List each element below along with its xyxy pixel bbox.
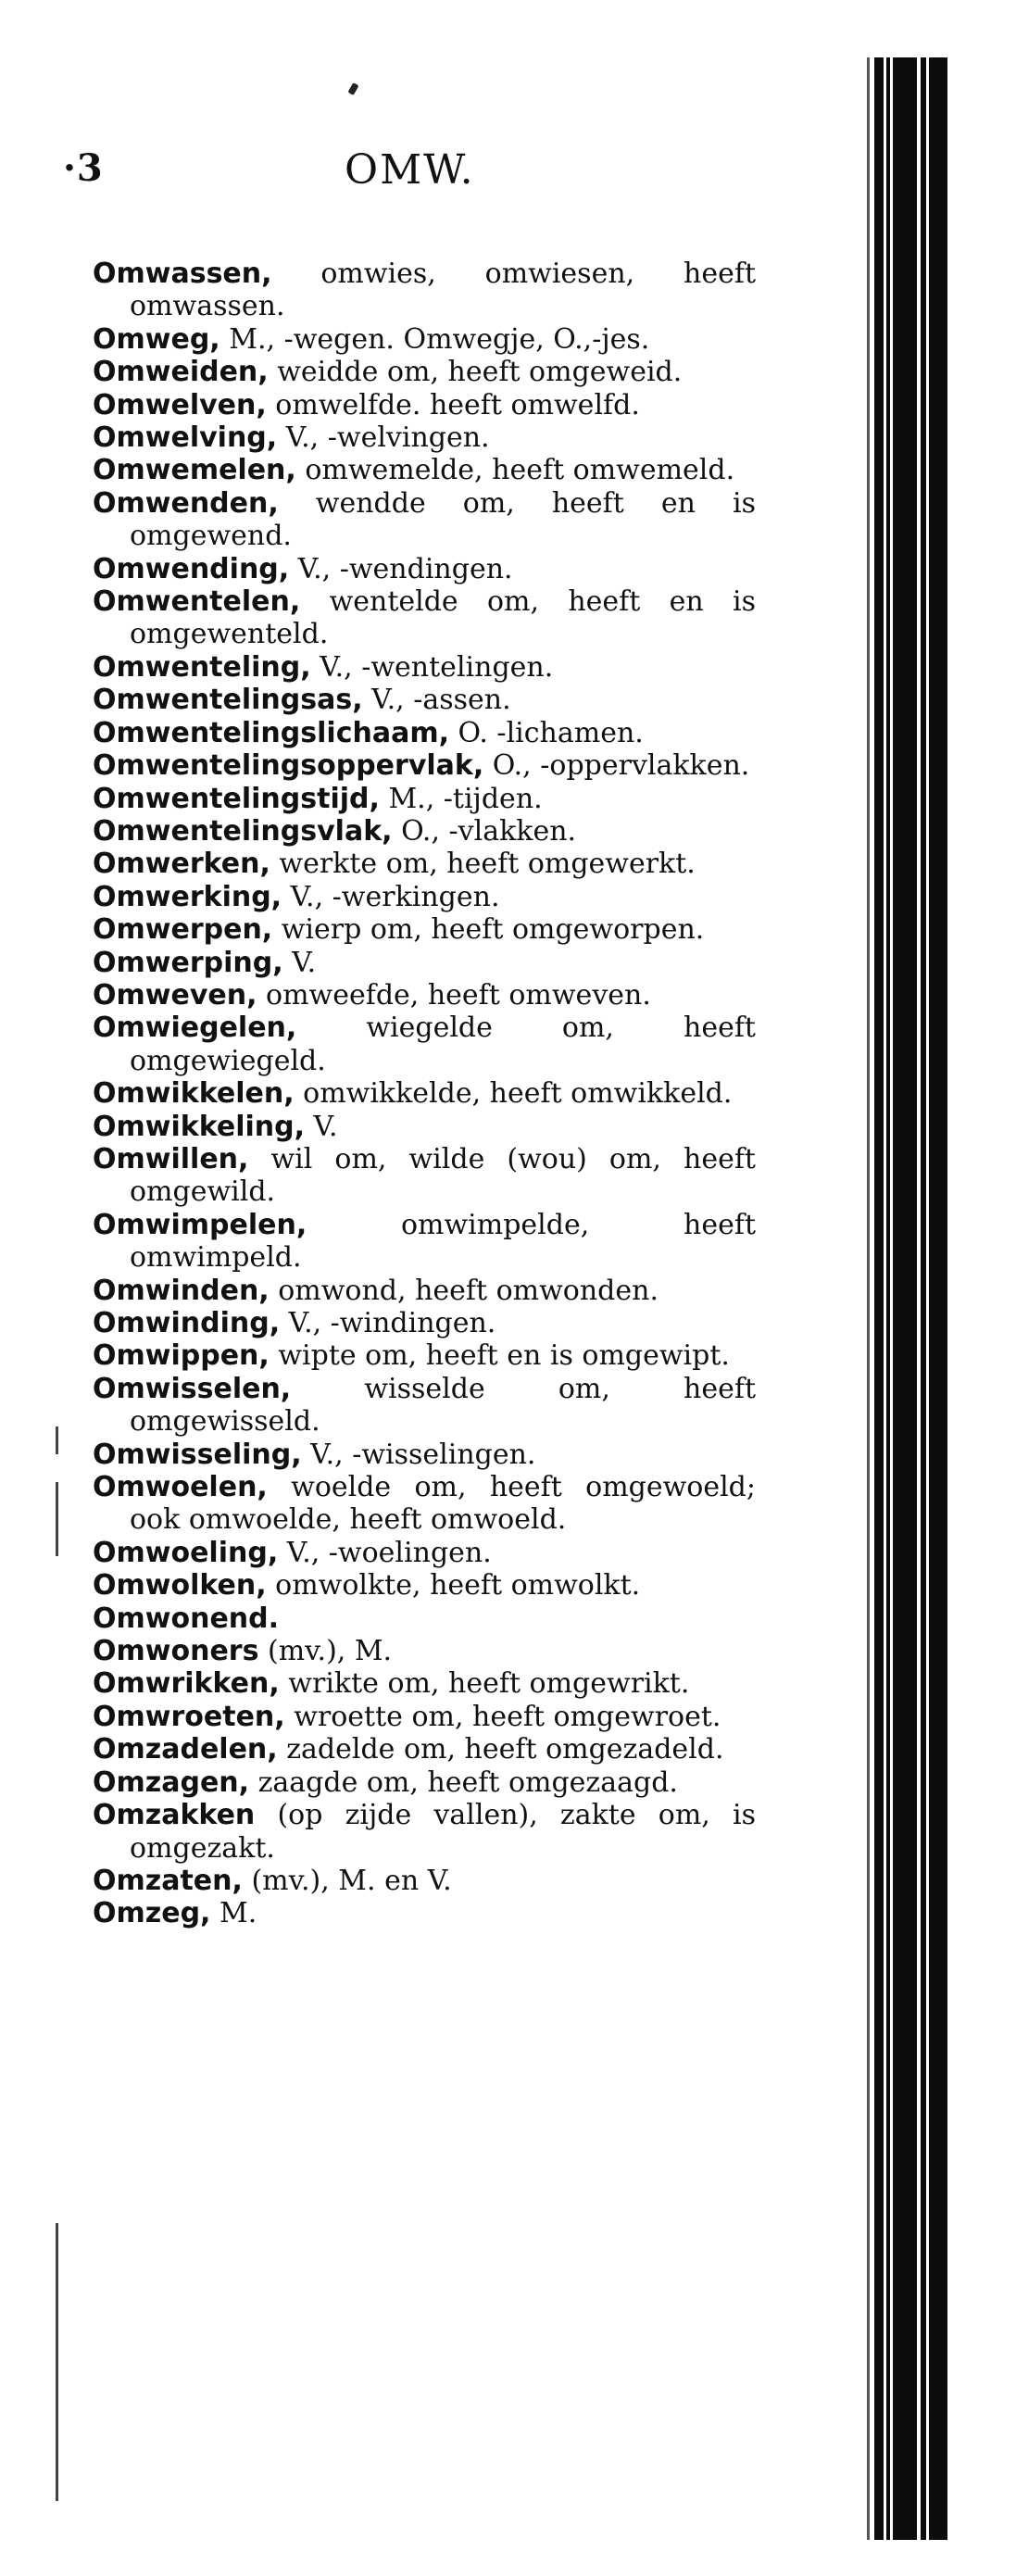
dictionary-entry [93, 1602, 756, 1635]
definition: werkte om, heeft omgewerkt. [270, 848, 696, 881]
headword: Omwerping, [93, 946, 283, 979]
dictionary-entry [93, 1667, 756, 1700]
definition: zaagde om, heeft omgezaagd. [249, 1766, 678, 1799]
dictionary-entry [93, 1799, 756, 1865]
definition: wil om, wilde (wou) om, heeft omgewild. [130, 1142, 756, 1209]
dictionary-entry [93, 913, 756, 946]
definition: wrikte om, heeft omgewrikt. [279, 1667, 690, 1701]
headword: Omwerking, [93, 880, 282, 913]
dictionary-entry [93, 1471, 756, 1537]
dictionary-entry [93, 1077, 756, 1110]
definition: wiegelde om, heeft omgewiegeld. [130, 1012, 756, 1077]
dictionary-entry [93, 848, 756, 880]
headword: Omwentelingsvlak, [93, 814, 393, 848]
dictionary-entry [93, 258, 756, 323]
definition: O., -vlakken. [392, 814, 577, 848]
headword: Omwroeten, [93, 1700, 285, 1733]
headword: Omwenden, [93, 486, 279, 520]
headword: Omwentelingstijd, [93, 782, 380, 815]
dictionary-entry [93, 979, 756, 1012]
headword: Omweg, [93, 322, 220, 356]
dictionary-entry [93, 323, 756, 356]
definition: (mv.), M. [258, 1635, 393, 1668]
headword: Omwillen, [93, 1142, 249, 1175]
headword: Omzaten, [93, 1864, 243, 1897]
dictionary-entry [93, 881, 756, 913]
dictionary-entry [93, 1275, 756, 1307]
headword: Omwending, [93, 552, 290, 585]
headword: Omzeg, [93, 1897, 211, 1930]
definition: wroette om, heeft omgewroet. [284, 1700, 721, 1733]
definition: weidde om, heeft omgeweid. [268, 356, 683, 389]
definition: (op zijde vallen), zakte om, is omgezakt. [130, 1799, 756, 1865]
dictionary-entry [93, 1209, 756, 1275]
headword: Omwentelen, [93, 585, 301, 619]
margin-mark [56, 1482, 58, 1556]
dictionary-entry [93, 1339, 756, 1372]
headword: Omwikkeling, [93, 1110, 305, 1143]
margin-mark [56, 1426, 58, 1454]
definition: V., -assen. [362, 684, 511, 717]
definition: V., -woelingen. [278, 1536, 492, 1569]
headword: Omwolken, [93, 1569, 267, 1602]
headword: Omzakken [93, 1799, 256, 1832]
dictionary-entry [93, 585, 756, 651]
headword: Omwoelen, [93, 1471, 268, 1504]
dictionary-entry [93, 1897, 756, 1929]
dictionary-entry [93, 947, 756, 979]
definition: omwies, omwiesen, heeft omwassen. [130, 258, 756, 323]
headword: Omwrikken, [93, 1667, 280, 1701]
definition: M. [210, 1897, 257, 1930]
definition: omweefde, heeft omweven. [257, 978, 651, 1012]
dictionary-entry [93, 1766, 756, 1799]
dictionary-entry [93, 749, 756, 782]
ink-speck [347, 82, 358, 95]
definition: V. [282, 946, 317, 979]
definition: (mv.), M. en V. [242, 1864, 452, 1897]
headword: Omwentelingsas, [93, 684, 363, 717]
definition: woelde om, heeft omgewoeld; ook omwoelde, heeft omwoeld. [130, 1471, 756, 1537]
definition: wentelde om, heeft en is omgewenteld. [130, 585, 756, 651]
dictionary-entry [93, 717, 756, 749]
dictionary-entry [93, 815, 756, 848]
headword: Omwemelen, [93, 454, 296, 487]
headword: Omwinding, [93, 1307, 281, 1339]
definition: wisselde om, heeft omgewisseld. [130, 1372, 756, 1439]
dictionary-entry [93, 1701, 756, 1733]
margin-mark [56, 2223, 58, 2501]
headword: Omwippen, [93, 1339, 270, 1373]
dictionary-entry [93, 1635, 756, 1667]
definition: zadelde om, heeft omgezadeld. [277, 1733, 724, 1766]
dictionary-entry [93, 1537, 756, 1569]
dictionary-entry [93, 1733, 756, 1766]
dictionary-entry [93, 1307, 756, 1339]
definition: V., -welvingen. [277, 421, 490, 455]
dictionary-entry [93, 1569, 756, 1602]
headword: Omwisseling, [93, 1438, 302, 1471]
dictionary-entries [93, 258, 756, 1930]
dictionary-entry [93, 1012, 756, 1077]
definition: omwemelde, heeft omwemeld. [295, 454, 735, 487]
definition: wendde om, heeft en is omgewend. [130, 486, 756, 553]
definition: omwelfde. heeft omwelfd. [266, 388, 640, 421]
headword: Omwoeling, [93, 1536, 279, 1569]
dictionary-entry [93, 684, 756, 716]
headword: Omwisselen, [93, 1372, 292, 1405]
dictionary-entry [93, 356, 756, 388]
headword: Omwoners [93, 1635, 259, 1668]
dictionary-entry [93, 553, 756, 585]
headword: Omwimpelen, [93, 1208, 307, 1241]
headword: Omwelven, [93, 388, 267, 421]
headword: Omzagen, [93, 1766, 250, 1799]
definition: V. [305, 1110, 338, 1143]
definition: omwikkelde, heeft omwikkeld. [294, 1077, 733, 1111]
dictionary-entry [93, 421, 756, 454]
definition: M., -tijden. [379, 782, 543, 815]
definition: V., -windingen. [280, 1307, 496, 1339]
headword: Omweven, [93, 978, 257, 1012]
definition: M., -wegen. Omwegje, O.,-jes. [220, 322, 650, 356]
dictionary-entry [93, 1143, 756, 1209]
dictionary-entry [93, 651, 756, 684]
definition: V., -wentelingen. [310, 650, 554, 684]
headword: Omwinden, [93, 1274, 270, 1307]
headword: Omwerken, [93, 848, 270, 881]
dictionary-entry [93, 487, 756, 553]
headword: Omwenteling, [93, 650, 311, 684]
definition: O., -oppervlakken. [483, 749, 750, 783]
definition: V., -werkingen. [282, 880, 500, 913]
definition: wierp om, heeft omgeworpen. [272, 913, 705, 947]
definition: omwolkte, heeft omwolkt. [266, 1569, 641, 1602]
definition: omwimpelde, heeft omwimpeld. [130, 1208, 756, 1275]
dictionary-entry [93, 1865, 756, 1897]
definition: omwond, heeft omwonden. [269, 1274, 659, 1307]
dictionary-entry [93, 1111, 756, 1143]
dictionary-entry [93, 1373, 756, 1439]
headword: Omzadelen, [93, 1733, 278, 1766]
definition: V., -wisselingen. [301, 1438, 536, 1471]
dictionary-entry [93, 1439, 756, 1471]
dictionary-entry [93, 454, 756, 486]
definition: V., -wendingen. [289, 552, 513, 585]
headword: Omweiden, [93, 356, 269, 389]
book-spine-edge [867, 57, 950, 2540]
dictionary-entry [93, 783, 756, 815]
headword: Omwikkelen, [93, 1077, 295, 1111]
headword: Omwelving, [93, 421, 278, 455]
dictionary-entry [93, 389, 756, 421]
headword: Omwentelingslichaam, [93, 716, 449, 749]
definition: O. -lichamen. [448, 716, 644, 749]
headword: Omwiegelen, [93, 1012, 297, 1045]
headword: Omwonend. [93, 1602, 280, 1635]
headword: Omwassen, [93, 258, 272, 290]
page-number: ·3 [63, 146, 104, 190]
headword: Omwerpen, [93, 913, 273, 947]
headword: Omwentelingsoppervlak, [93, 749, 484, 783]
running-head: OMW. [345, 146, 475, 194]
definition: wipte om, heeft en is omgewipt. [269, 1339, 730, 1373]
